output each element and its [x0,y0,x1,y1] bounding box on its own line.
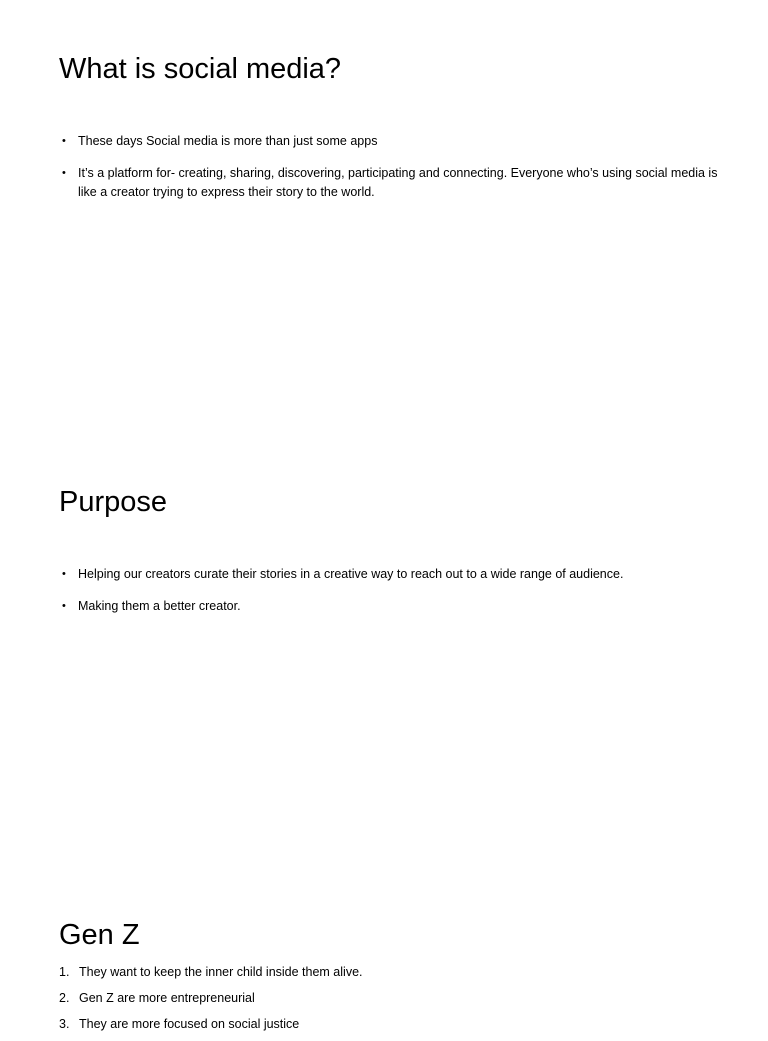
list-item [59,565,719,584]
list-item [59,1015,719,1034]
section-purpose [59,485,719,629]
list-item-text: These days Social media is more than just some apps [78,134,378,148]
section-title: Purpose [59,486,168,518]
section-what-is-social-media [59,52,719,215]
list-item [59,989,719,1008]
list-item [59,597,719,616]
list-item [59,963,719,982]
numbered-list [59,963,719,1034]
bullet-list [59,565,719,616]
list-number: 2. [59,991,70,1005]
list-item-text: Helping our creators curate their stories in a creative way to reach out to a wide range of audience. [78,567,624,581]
bullet-icon: • [62,135,66,147]
list-item [59,164,719,202]
list-number: 3. [59,1017,70,1031]
list-item-text: It’s a platform for- creating, sharing, discovering, participating and connecting. Everyone who’s using social media is like a creator trying to express their story to the world. [78,166,718,199]
bullet-icon: • [62,167,66,179]
bullet-list [59,132,719,202]
bullet-icon: • [62,600,66,612]
section-gen-z [59,918,719,1041]
section-title: Gen Z [59,919,140,951]
bullet-icon: • [62,568,66,580]
list-item-text: Making them a better creator. [78,599,241,613]
list-item-text: They are more focused on social justice [79,1017,300,1031]
list-item-text: They want to keep the inner child inside them alive. [79,965,363,979]
list-item-text: Gen Z are more entrepreneurial [79,991,255,1005]
section-title: What is social media? [59,53,342,85]
list-number: 1. [59,965,70,979]
list-item [59,132,719,151]
